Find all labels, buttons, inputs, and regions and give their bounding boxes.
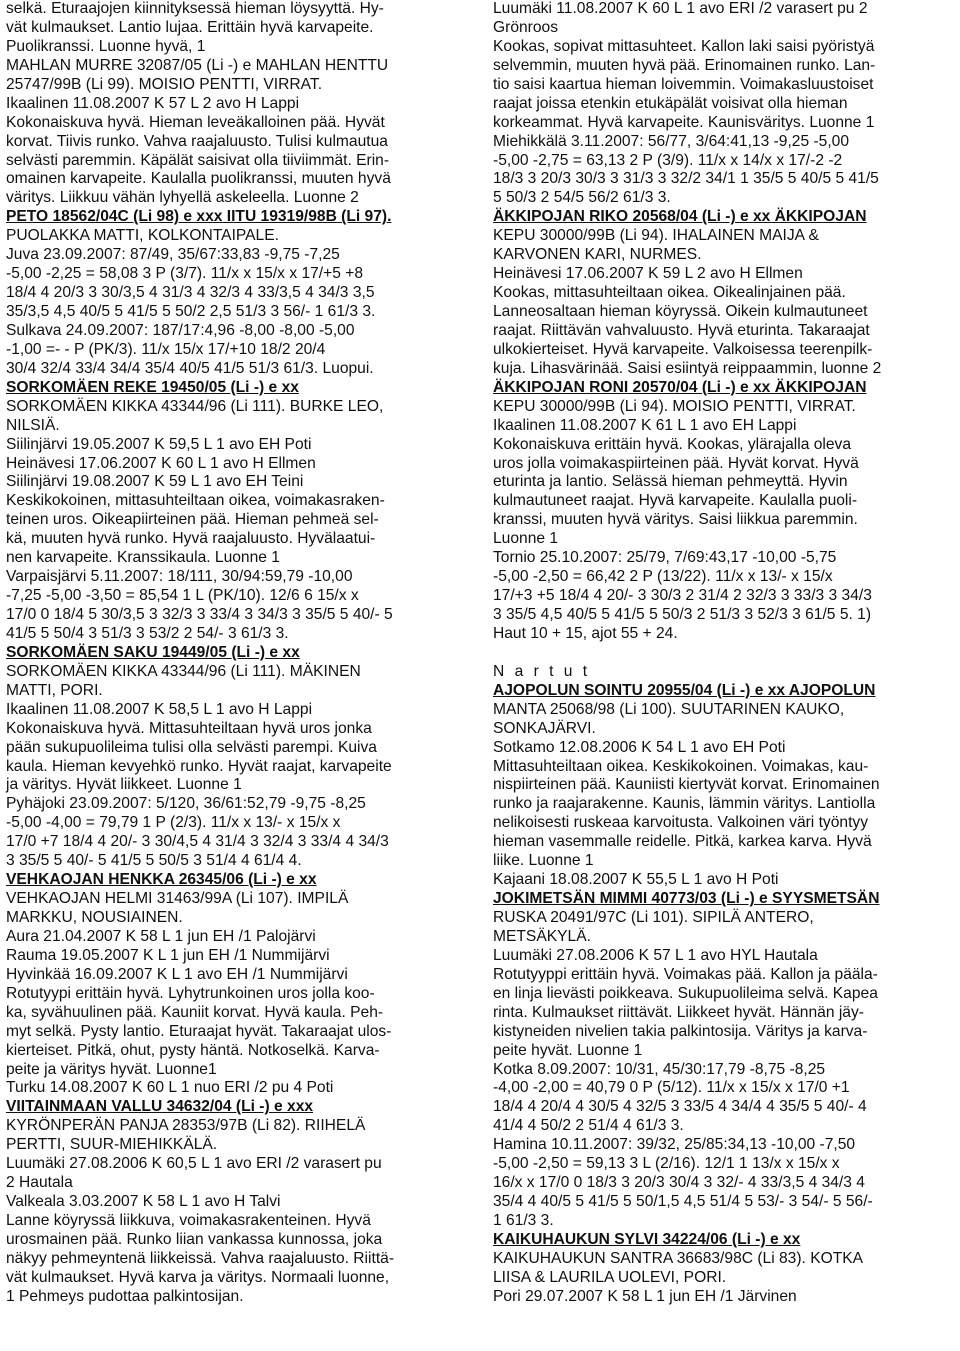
text-line: Mittasuhteiltaan oikea. Keskikokoinen. Voimakas, kau- — [493, 757, 869, 775]
text-line: kaula. Hieman kevyehkö runko. Hyvät raajat, karvapeite — [6, 757, 392, 775]
text-line: MAHLAN MURRE 32087/05 (Li -) e MAHLAN HENTTU — [6, 56, 389, 74]
text-line: korvat. Tiivis runko. Vahva raajaluusto. Tulisi kulmautua — [6, 132, 388, 150]
text-line: 25747/99B (Li 99). MOISIO PENTTI, VIRRAT. — [6, 75, 323, 93]
text-line: MATTI, PORI. — [6, 681, 103, 699]
text-line: en linja lievästi poikkeava. Sukupuolileima selvä. Kapea — [493, 984, 878, 1002]
text-line: vät kulmaukset. Lantio lujaa. Erittäin hyvä karvapeite. — [6, 18, 374, 36]
text-line: Hyvinkää 16.09.2007 K L 1 avo EH /1 Nummijärvi — [6, 965, 348, 983]
text-line: Lanneosaltaan hieman köyryssä. Oikein kulmautuneet — [493, 303, 868, 320]
text-line: Puolikranssi. Luonne hyvä, 1 — [6, 37, 206, 55]
text-line: Luumäki 11.08.2007 K 60 L 1 avo ERI /2 varasert pu 2 — [493, 0, 868, 17]
text-line: Rauma 19.05.2007 K L 1 jun EH /1 Nummijärvi — [6, 946, 330, 964]
text-line: Pyhäjoki 23.09.2007: 5/120, 36/61:52,79 -9,75 -8,25 — [6, 795, 366, 813]
text-line: Ikaalinen 11.08.2007 K 57 L 2 avo H Lappi — [6, 94, 300, 112]
text-line: peite ja väritys hyvät. Luonne1 — [6, 1060, 217, 1078]
blank-line — [493, 644, 959, 663]
dog-entry-heading: VIITAINMAAN VALLU 34632/04 (Li -) e xxx — [6, 1098, 314, 1116]
text-line: Kokonaiskuva hyvä. Hieman leveäkalloinen pää. Hyvät — [6, 113, 385, 131]
text-line: Heinävesi 17.06.2007 K 59 L 2 avo H Ellmen — [493, 265, 803, 283]
dog-entry-heading: AJOPOLUN SOINTU 20955/04 (Li -) e xx AJOPOLUN — [493, 681, 876, 699]
dog-entry-heading: PETO 18562/04C (Li 98) e xxx IITU 19319/98B (Li 97). — [6, 208, 392, 226]
text-line: eturinta ja lantio. Selässä hieman pehmeyttä. Hyvin — [493, 473, 848, 491]
text-line: rinta. Kulmaukset riittävät. Liikkeet hyvät. Hännän jäy- — [493, 1003, 864, 1021]
text-line: Haut 10 + 15, ajot 55 + 24. — [493, 624, 678, 642]
text-line: MANTA 25068/98 (Li 100). SUUTARINEN KAUKO, — [493, 700, 845, 718]
text-line: Valkeala 3.03.2007 K 58 L 1 avo H Talvi — [6, 1193, 281, 1211]
text-line: selvästi paremmin. Käpälät saisivat olla tiiviimmät. Erin- — [6, 151, 390, 169]
text-line: Tornio 25.10.2007: 25/79, 7/69:43,17 -10,00 -5,75 — [493, 549, 837, 567]
text-line: SONKAJÄRVI. — [493, 719, 596, 737]
text-line: 18/3 3 20/3 30/3 3 31/3 3 32/2 34/1 1 35/5 5 40/5 5 41/5 — [493, 170, 879, 188]
text-line: -5,00 -2,50 = 66,42 2 P (13/22). 11/x x 13/- x 15/x — [493, 568, 833, 586]
section-heading: N a r t u t — [493, 662, 591, 680]
right-text-column — [493, 0, 959, 1307]
text-line: METSÄKYLÄ. — [493, 927, 591, 945]
text-line: Ikaalinen 11.08.2007 K 58,5 L 1 avo H Lappi — [6, 700, 313, 718]
text-line: Kajaani 18.08.2007 K 55,5 L 1 avo H Poti — [493, 871, 779, 889]
dog-entry-heading: ÄKKIPOJAN RONI 20570/04 (Li -) e xx ÄKKIPOJAN — [493, 378, 867, 396]
text-line: Ikaalinen 11.08.2007 K 61 L 1 avo EH Lappi — [493, 416, 797, 434]
text-line: -5,00 -4,00 = 79,79 1 P (2/3). 11/x x 13/- x 15/x x — [6, 814, 341, 832]
text-line: Heinävesi 17.06.2007 K 60 L 1 avo H Ellmen — [6, 454, 316, 472]
text-line: MARKKU, NOUSIAINEN. — [6, 909, 183, 926]
text-line: LIISA & LAURILA UOLEVI, PORI. — [493, 1268, 727, 1286]
text-line: PERTTI, SUUR-MIEHIKKÄLÄ. — [6, 1136, 218, 1154]
text-line: näkyy pehmeyntenä liikkeissä. Vahva raajaluusto. Riittä- — [6, 1249, 395, 1267]
dog-entry-heading: KAIKUHAUKUN SYLVI 34224/06 (Li -) e xx — [493, 1230, 801, 1248]
dog-entry-heading: ÄKKIPOJAN RIKO 20568/04 (Li -) e xx ÄKKIPOJAN — [493, 208, 867, 226]
text-line: kulmautuneet raajat. Hyvä karvapeite. Kaulalla puoli- — [493, 492, 858, 510]
text-line: -5,00 -2,50 = 59,13 3 L (2/16). 12/1 1 13/x x 15/x x — [493, 1155, 840, 1173]
text-line: ulkokierteiset. Hyvä karvapeite. Valkoisessa teerenpilk- — [493, 340, 873, 358]
dog-entry-heading: VEHKAOJAN HENKKA 26345/06 (Li -) e xx — [6, 871, 317, 889]
text-line: nispiirteinen pää. Kauniisti kiertyvät korvat. Erinomainen — [493, 776, 880, 794]
text-line: Kokonaiskuva erittäin hyvä. Kookas, ylärajalla oleva — [493, 435, 851, 453]
text-line: PUOLAKKA MATTI, KOLKONTAIPALE. — [6, 227, 279, 245]
text-line: ka, syvähuulinen pää. Kauniit korvat. Hyvä kaula. Peh- — [6, 1003, 384, 1021]
text-line: hieman vasemmalle reidelle. Pitkä, karkea karva. Hyvä — [493, 833, 872, 851]
text-line: Kookas, sopivat mittasuhteet. Kallon laki saisi pyöristyä — [493, 37, 875, 55]
text-line: kierteiset. Pitkä, ohut, pysty häntä. Notkoselkä. Karva- — [6, 1041, 380, 1059]
text-line: 41/4 4 50/2 2 51/4 4 61/3 3. — [493, 1117, 684, 1135]
text-line: -1,00 =- - P (PK/3). 11/x 15/x 17/+10 18/2 20/4 — [6, 340, 326, 358]
text-line: 17/0 0 18/4 5 30/3,5 3 32/3 3 33/4 3 34/3 3 35/5 5 40/- 5 — [6, 606, 393, 623]
text-line: 2 Hautala — [6, 1174, 73, 1192]
text-line: Sotkamo 12.08.2006 K 54 L 1 avo EH Poti — [493, 738, 786, 756]
text-line: ja väritys. Hyvät liikkeet. Luonne 1 — [6, 776, 242, 794]
text-line: Kotka 8.09.2007: 10/31, 45/30:17,79 -8,75 -8,25 — [493, 1060, 826, 1078]
text-line: Kookas, mittasuhteiltaan oikea. Oikealinjainen pää. — [493, 284, 846, 302]
text-line: urosmainen pää. Runko liian vankassa kunnossa, joka — [6, 1230, 383, 1248]
text-line: kä, muuten hyvä runko. Hyvä raajaluusto. Hyvälaatui- — [6, 530, 376, 548]
text-line: -7,25 -5,00 -3,50 = 85,54 1 L (PK/10). 12/6 6 15/x x — [6, 587, 359, 605]
text-line: 35/4 4 40/5 5 41/5 5 50/1,5 4,5 51/4 5 53/- 3 54/- 5 56/- — [493, 1193, 873, 1211]
text-line: VEHKAOJAN HELMI 31463/99A (Li 107). IMPILÄ — [6, 890, 349, 908]
text-line: Varpaisjärvi 5.11.2007: 18/111, 30/94:59,79 -10,00 — [6, 568, 353, 586]
text-line: 3 35/5 5 40/- 5 41/5 5 50/5 3 51/4 4 61/4 4. — [6, 852, 302, 870]
text-line: Hamina 10.11.2007: 39/32, 25/85:34,13 -10,00 -7,50 — [493, 1136, 856, 1154]
text-line: myt selkä. Pysty lantio. Eturaajat hyvät. Takaraajat ulos- — [6, 1022, 392, 1040]
dog-entry-heading: JOKIMETSÄN MIMMI 40773/03 (Li -) e SYYSMETSÄN — [493, 890, 880, 908]
text-line: KARVONEN KARI, NURMES. — [493, 246, 702, 264]
text-line: selkä. Eturaajojen kiinnityksessä hieman löysyyttä. Hy- — [6, 0, 384, 17]
text-line: raajat joissa etenkin etukäpälät voisivat olla hieman — [493, 94, 848, 112]
text-line: pään sukupuolileima tulisi olla selvästi parempi. Kuiva — [6, 738, 377, 756]
text-line: Aura 21.04.2007 K 58 L 1 jun EH /1 Palojärvi — [6, 927, 316, 945]
text-line: nelikoisesti ruskeaa karvoitusta. Valkoinen väri työntyy — [493, 814, 869, 832]
text-line: 18/4 4 20/3 3 30/3,5 4 31/3 4 32/3 4 33/3,5 4 34/3 3,5 — [6, 284, 375, 302]
text-line: 5 50/3 2 54/5 56/2 61/3 3. — [493, 189, 671, 207]
text-line: 1 61/3 3. — [493, 1212, 554, 1229]
text-line: NILSIÄ. — [6, 416, 60, 434]
text-line: Siilinjärvi 19.05.2007 K 59,5 L 1 avo EH Poti — [6, 435, 312, 453]
text-line: SORKOMÄEN KIKKA 43344/96 (Li 111). BURKE LEO, — [6, 397, 384, 415]
text-line: -4,00 -2,00 = 40,79 0 P (5/12). 11/x x 15/x x 17/0 +1 — [493, 1079, 850, 1097]
text-line: korkeammat. Hyvä karvapeite. Kaunisväritys. Luonne 1 — [493, 113, 875, 131]
text-line: Rotutyyppi erittäin hyvä. Voimakas pää. Kallon ja pääla- — [493, 965, 878, 983]
text-line: -5,00 -2,25 = 58,08 3 P (3/7). 11/x x 15/x x 17/+5 +8 — [6, 265, 364, 283]
text-line: peite hyvät. Luonne 1 — [493, 1041, 643, 1059]
text-line: RUSKA 20491/97C (Li 101). SIPILÄ ANTERO, — [493, 909, 814, 926]
text-line: Luumäki 27.08.2006 K 57 L 1 avo HYL Hautala — [493, 946, 818, 964]
text-line: kistyneiden nivelien takia palkintosija. Väritys ja karva- — [493, 1022, 868, 1040]
dog-entry-heading: SORKOMÄEN REKE 19450/05 (Li -) e xx — [6, 378, 299, 396]
text-line: 3 35/5 4,5 40/5 5 41/5 5 50/3 2 51/3 3 52/3 3 61/5 5. 1) — [493, 606, 872, 623]
text-line: Luonne 1 — [493, 530, 559, 548]
text-line: Siilinjärvi 19.08.2007 K 59 L 1 avo EH Teini — [6, 473, 304, 491]
text-line: kuja. Lihasvärinää. Saisi esiintyä reippaammin, luonne 2 — [493, 359, 882, 377]
text-line: 17/0 +7 18/4 4 20/- 3 30/4,5 4 31/4 3 32/4 3 33/4 4 34/3 — [6, 833, 389, 851]
text-line: tio saisi kaartua hieman loivemmin. Voimakasluustoiset — [493, 75, 874, 93]
text-line: teinen uros. Oikeapiirteinen pää. Hieman pehmeä sel- — [6, 511, 379, 529]
text-line: Keskikokoinen, mittasuhteiltaan oikea, voimakasraken- — [6, 492, 385, 510]
text-line: kranssi, muuten hyvä väritys. Saisi liikkua paremmin. — [493, 511, 858, 529]
text-line: 1 Pehmeys pudottaa palkintosijan. — [6, 1287, 244, 1305]
text-line: 18/4 4 20/4 4 30/5 4 32/5 3 33/5 4 34/4 4 35/5 5 40/- 4 — [493, 1098, 867, 1116]
text-line: KYRÖNPERÄN PANJA 28353/97B (Li 82). RIIHELÄ — [6, 1117, 366, 1135]
left-text-column — [6, 0, 472, 1307]
text-line: uros jolla voimakaspiirteinen pää. Hyvät korvat. Hyvä — [493, 454, 859, 472]
text-line: KEPU 30000/99B (Li 94). IHALAINEN MAIJA & — [493, 227, 819, 245]
text-line: 16/x x 17/0 0 18/3 3 20/3 30/4 3 32/- 4 33/3,5 4 34/3 4 — [493, 1174, 865, 1192]
text-line: Luumäki 27.08.2006 K 60,5 L 1 avo ERI /2 varasert pu — [6, 1155, 382, 1173]
text-line: Juva 23.09.2007: 87/49, 35/67:33,83 -9,75 -7,25 — [6, 246, 340, 264]
text-line: KAIKUHAUKUN SANTRA 36683/98C (Li 83). KOTKA — [493, 1249, 864, 1267]
text-line: KEPU 30000/99B (Li 94). MOISIO PENTTI, VIRRAT. — [493, 397, 856, 415]
text-line: raajat. Riittävän vahvaluusto. Hyvä eturinta. Takaraajat — [493, 321, 870, 339]
text-line: 17/+3 +5 18/4 4 20/- 3 30/3 2 31/4 2 32/3 3 33/3 3 34/3 — [493, 587, 872, 605]
text-line: 41/5 5 50/4 3 51/3 3 53/2 2 54/- 3 61/3 3. — [6, 624, 289, 642]
text-line: Miehikkälä 3.11.2007: 56/77, 3/64:41,13 -9,25 -5,00 — [493, 132, 850, 150]
text-line: Turku 14.08.2007 K 60 L 1 nuo ERI /2 pu 4 Poti — [6, 1079, 334, 1097]
text-line: 30/4 32/4 33/4 34/4 35/4 40/5 41/5 51/3 61/3. Luopui. — [6, 359, 374, 377]
text-line: Kokonaiskuva hyvä. Mittasuhteiltaan hyvä uros jonka — [6, 719, 372, 737]
text-line: liike. Luonne 1 — [493, 852, 594, 870]
text-line: SORKOMÄEN KIKKA 43344/96 (Li 111). MÄKINEN — [6, 662, 361, 680]
text-line: väritys. Liikkuu vähän lyhyellä askeleella. Luonne 2 — [6, 189, 359, 207]
text-line: 35/3,5 4,5 40/5 5 41/5 5 50/2 2,5 51/3 3 56/- 1 61/3 3. — [6, 303, 376, 320]
text-line: selvemmin, muuten hyvä pää. Erinomainen runko. Lan- — [493, 56, 876, 74]
text-line: -5,00 -2,75 = 63,13 2 P (3/9). 11/x x 14/x x 17/-2 -2 — [493, 151, 843, 169]
text-line: Lanne köyryssä liikkuva, voimakasrakenteinen. Hyvä — [6, 1212, 371, 1229]
text-line: vät kulmaukset. Hyvä karva ja väritys. Normaali luonne, — [6, 1268, 390, 1286]
text-line: omainen karvapeite. Kaulalla puolikranssi, muuten hyvä — [6, 170, 391, 188]
dog-entry-heading: SORKOMÄEN SAKU 19449/05 (Li -) e xx — [6, 643, 300, 661]
text-line: Rotutyypi erittäin hyvä. Lyhytrunkoinen uros jolla koo- — [6, 984, 375, 1002]
text-line: nen karvapeite. Kranssikaula. Luonne 1 — [6, 549, 280, 567]
text-line: Grönroos — [493, 18, 559, 36]
text-line: Pori 29.07.2007 K 58 L 1 jun EH /1 Järvinen — [493, 1287, 797, 1305]
text-line: Sulkava 24.09.2007: 187/17:4,96 -8,00 -8,00 -5,00 — [6, 321, 355, 339]
text-line: runko ja raajarakenne. Kaunis, lämmin väritys. Lantiolla — [493, 795, 876, 813]
